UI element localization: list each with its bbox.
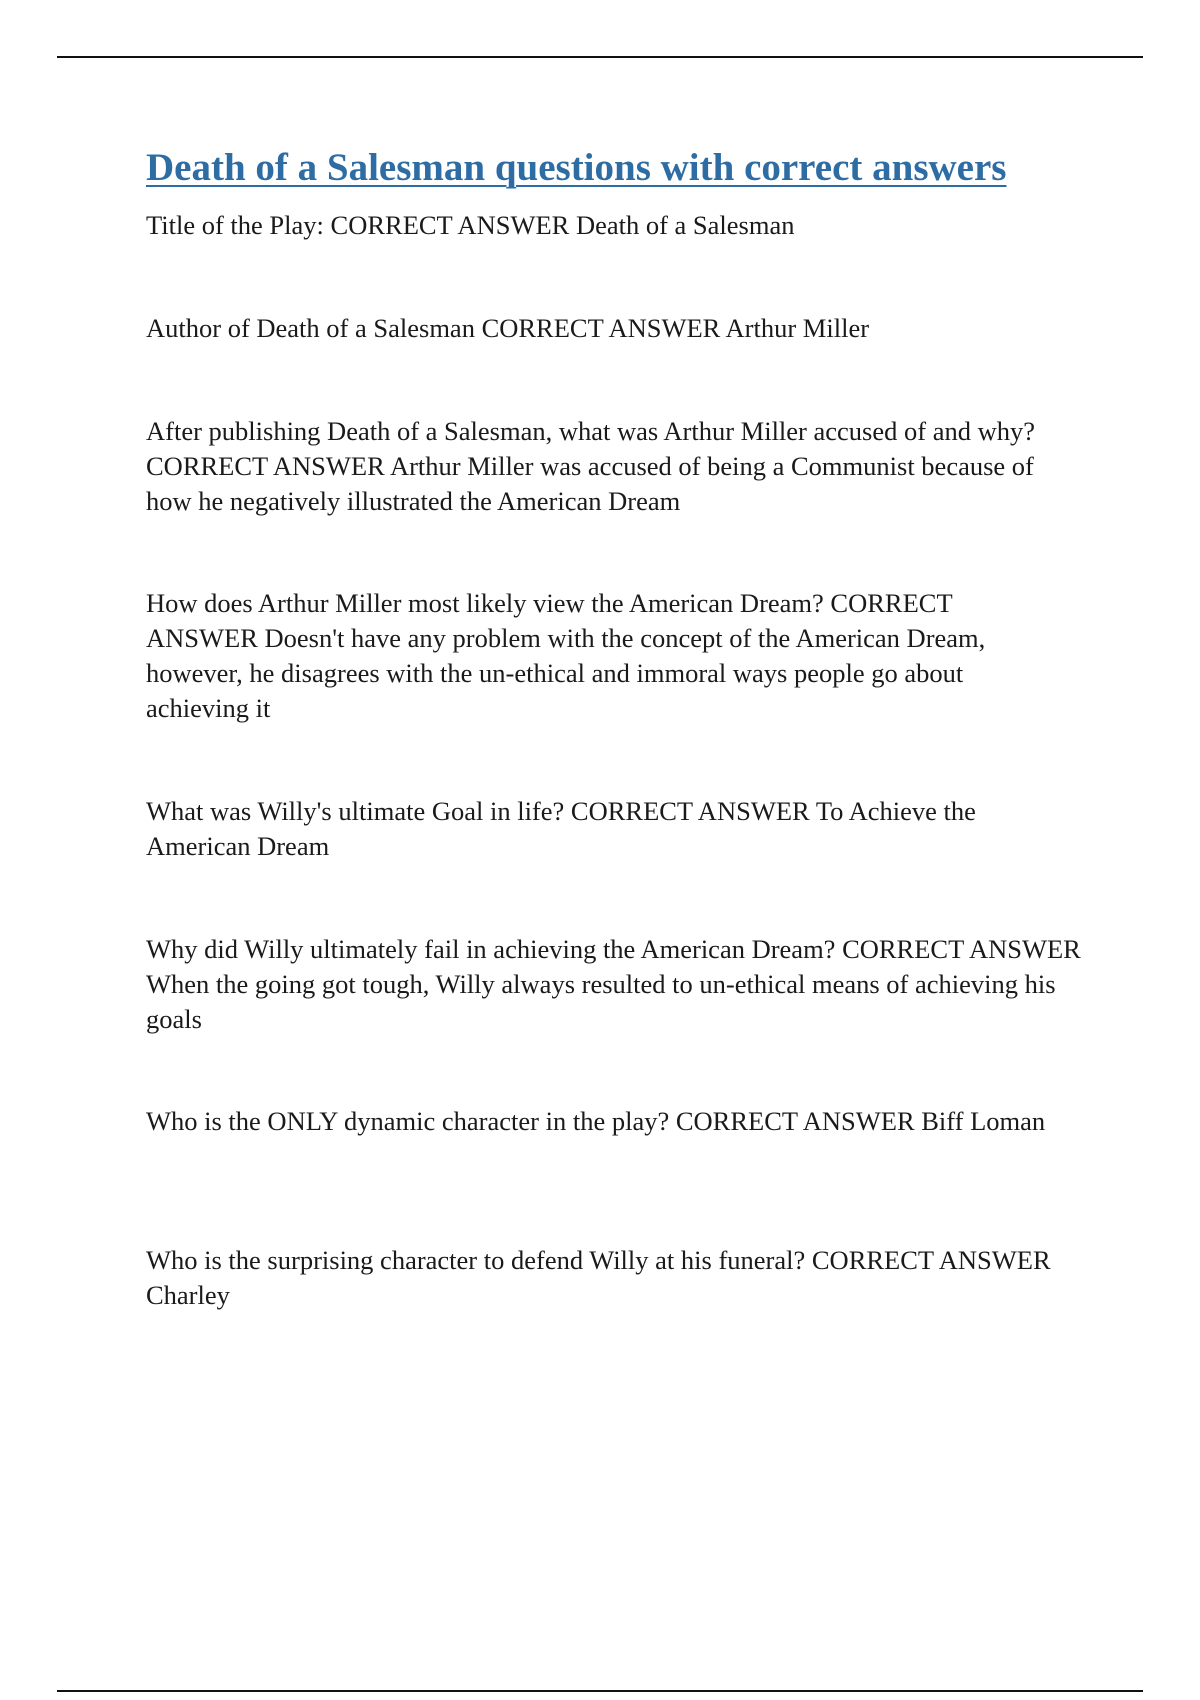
document-body (146, 140, 1106, 1310)
qa-entry: Who is the ONLY dynamic character in the play? CORRECT ANSWER Biff Loman (146, 1106, 1046, 1136)
qa-entry: Author of Death of a Salesman CORRECT ANSWER Arthur Miller (146, 313, 870, 343)
top-rule (57, 56, 1143, 58)
bottom-rule (57, 1690, 1143, 1692)
qa-entry: Who is the surprising character to defend Willy at his funeral? CORRECT ANSWER Charley (146, 1245, 1051, 1310)
qa-entry: How does Arthur Miller most likely view the American Dream? CORRECT ANSWER Doesn't have any problem with the concept of the American Dream, however, he disagrees with the un-ethical and immoral ways people go about achieving it (146, 588, 986, 723)
document-title: Death of a Salesman questions with correct answers (146, 146, 1007, 189)
qa-entry: After publishing Death of a Salesman, what was Arthur Miller accused of and why? CORRECT ANSWER Arthur Miller was accused of being a Communist because of how he negatively illustrated the American Dream (146, 416, 1035, 516)
qa-entry: What was Willy's ultimate Goal in life? CORRECT ANSWER To Achieve the American Dream (146, 796, 976, 861)
qa-entry: Title of the Play: CORRECT ANSWER Death of a Salesman (146, 210, 795, 240)
qa-entry: Why did Willy ultimately fail in achieving the American Dream? CORRECT ANSWER When the going got tough, Willy always resulted to un-ethical means of achieving his goals (146, 934, 1081, 1034)
